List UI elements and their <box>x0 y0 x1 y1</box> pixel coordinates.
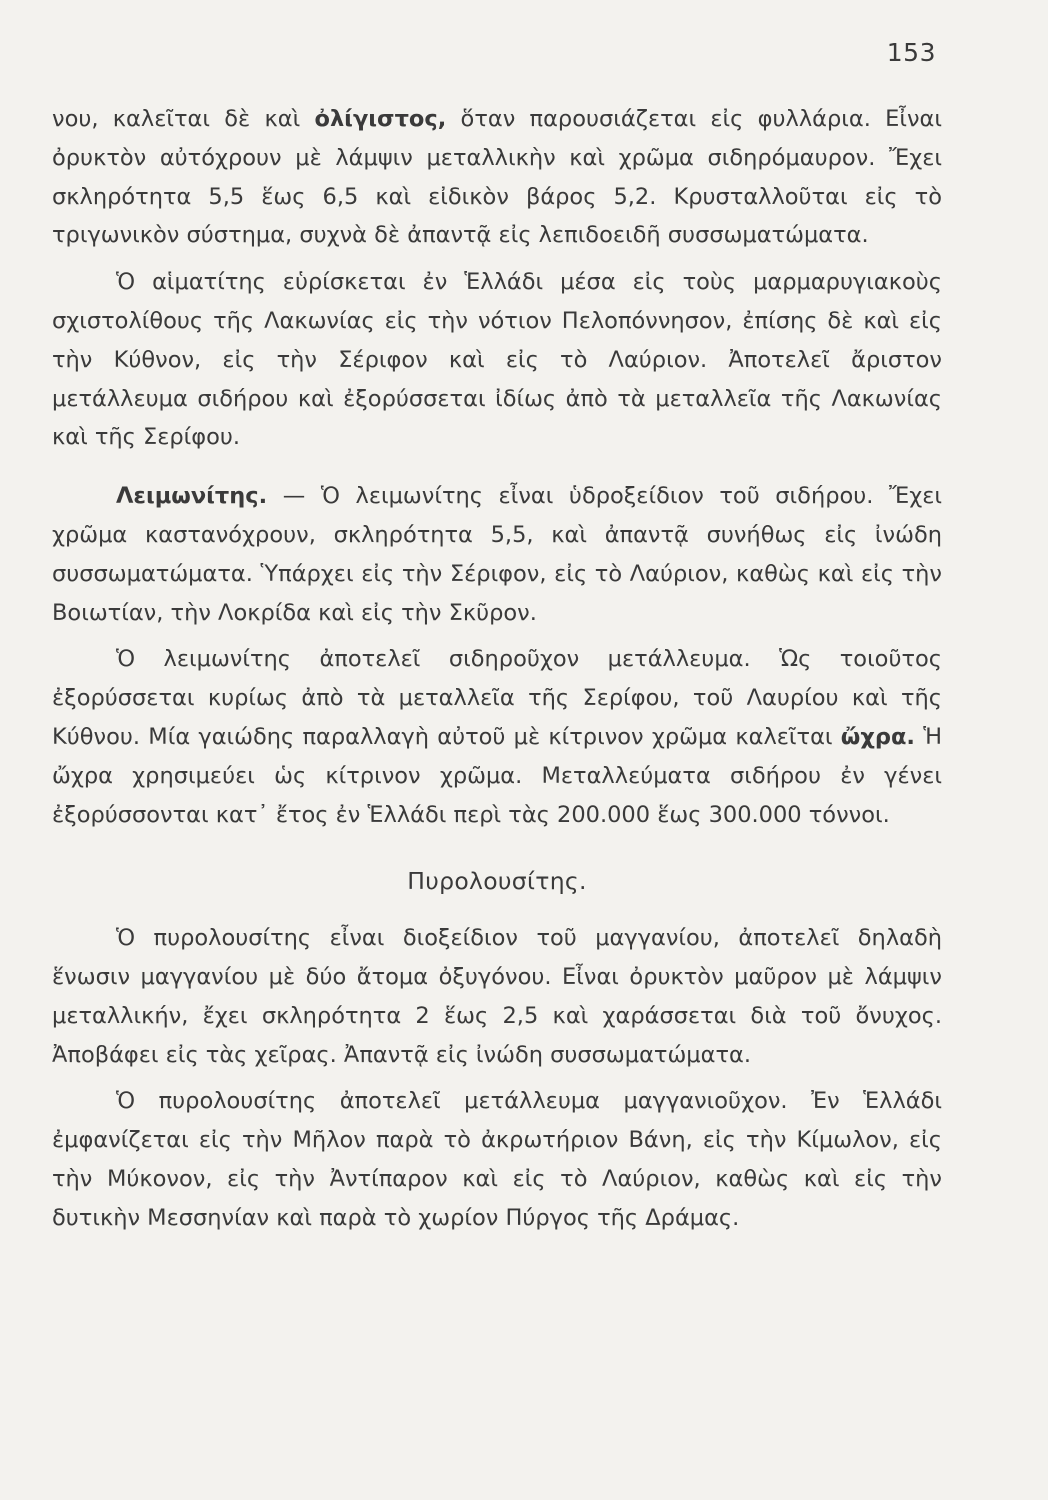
pyrolusite-heading: Πυρολουσίτης. <box>407 867 587 896</box>
paragraph-limonite-use <box>52 640 942 834</box>
page-body <box>52 100 942 1246</box>
spacer <box>52 465 942 477</box>
paragraph-pyrolusite-description: Ὁ πυρολουσίτης εἶναι διοξείδιον τοῦ μαγγανίου, ἀποτελεῖ δηλαδὴ ἕνωσιν μαγγανίου μὲ δύο ἄτομα ὀξυγόνου. Εἶναι ὀρυκτὸν μαῦρον μὲ λάμψιν μεταλλικήν, ἔχει σκληρότητα 2 ἕως 2,5 καὶ χαράσσεται διὰ τοῦ ὄνυχος. Ἀποβάφει εἰς τὰς χεῖρας. Ἀπαντᾷ εἰς ἰνώδη συσσωματώματα. <box>52 925 942 1068</box>
paragraph-pyrolusite-occurrence: Ὁ πυρολουσίτης ἀποτελεῖ μετάλλευμα μαγγανιοῦχον. Ἐν Ἑλλάδι ἐμφανίζεται εἰς τὴν Μῆλον παρὰ τὸ ἀκρωτήριον Βάνη, εἰς τὴν Κίμωλον, εἰς τὴν Μύκονον, εἰς τὴν Ἀντίπαρον καὶ εἰς τὸ Λαύριον, καθὼς καὶ εἰς τὴν δυτικὴν Μεσσηνίαν καὶ παρὰ τὸ χωρίον Πύργος τῆς Δράμας. <box>52 1088 942 1231</box>
paragraph-limonite-description <box>52 477 942 632</box>
paragraph-text: — Ὁ λειμωνίτης εἶναι ὑδροξείδιον τοῦ σιδήρου. Ἔχει χρῶμα καστανόχρουν, σκληρότητα 5,5, καὶ ἀπαντᾷ συνήθως εἰς ἰνώδη συσσωματώματα. Ὑπάρχει εἰς τὴν Σέριφον, εἰς τὸ Λαύριον, καθὼς καὶ εἰς τὴν Βοιωτίαν, τὴν Λοκρίδα καὶ εἰς τὴν Σκῦρον. <box>52 483 942 626</box>
paragraph-text: Ὁ λειμωνίτης ἀποτελεῖ σιδηροῦχον μετάλλευμα. Ὡς τοιοῦτος ἐξορύσσεται κυρίως ἀπὸ τὰ μεταλλεῖα τῆς Σερίφου, τοῦ Λαυρίου καὶ τῆς Κύθνου. Μία γαιώδης παραλλαγὴ αὐτοῦ μὲ κίτρινον χρῶμα καλεῖται <box>52 646 942 750</box>
paragraph-text: Ἡ ὤχρα χρησιμεύει ὡς κίτρινον χρῶμα. Μεταλλεύματα σιδήρου ἐν γένει ἐξορύσσονται κατ᾽ ἔτος ἐν Ἑλλάδι περὶ τὰς 200.000 ἕως 300.000 τόννοι. <box>52 723 943 828</box>
term-oligistos: ὀλίγιστος, <box>314 106 447 132</box>
paragraph-hematite-description <box>52 100 942 255</box>
paragraph-hematite-occurrence: Ὁ αἱματίτης εὑρίσκεται ἐν Ἑλλάδι μέσα εἰς τοὺς μαρμαρυγιακοὺς σχιστολίθους τῆς Λακωνίας εἰς τὴν νότιον Πελοπόννησον, ἐπίσης δὲ καὶ εἰς τὴν Κύθνον, εἰς τὴν Σέριφον καὶ εἰς τὸ Λαύριον. Ἀποτελεῖ ἄριστον μετάλλευμα σιδήρου καὶ ἐξορύσσεται ἰδίως ἀπὸ τὰ μεταλλεῖα τῆς Λακωνίας καὶ τῆς Σερίφου. <box>52 269 942 451</box>
limonite-title: Λειμωνίτης. <box>116 483 268 510</box>
paragraph-text: νου, καλεῖται δὲ καὶ <box>52 106 315 132</box>
term-ochra: ὤχρα. <box>840 723 915 750</box>
paragraph-text: ὅταν παρουσιάζεται εἰς φυλλάρια. Εἶναι ὀρυκτὸν αὐτόχρουν μὲ λάμψιν μεταλλικὴν καὶ χρῶμα σιδηρόμαυρον. Ἔχει σκληρότητα 5,5 ἕως 6,5 καὶ εἰδικὸν βάρος 5,2. Κρυσταλλοῦται εἰς τὸ τριγωνικὸν σύστημα, συχνὰ δὲ ἀπαντᾷ εἰς λεπιδοειδῆ συσσωματώματα. <box>52 106 943 249</box>
page-number: 153 <box>886 38 936 67</box>
